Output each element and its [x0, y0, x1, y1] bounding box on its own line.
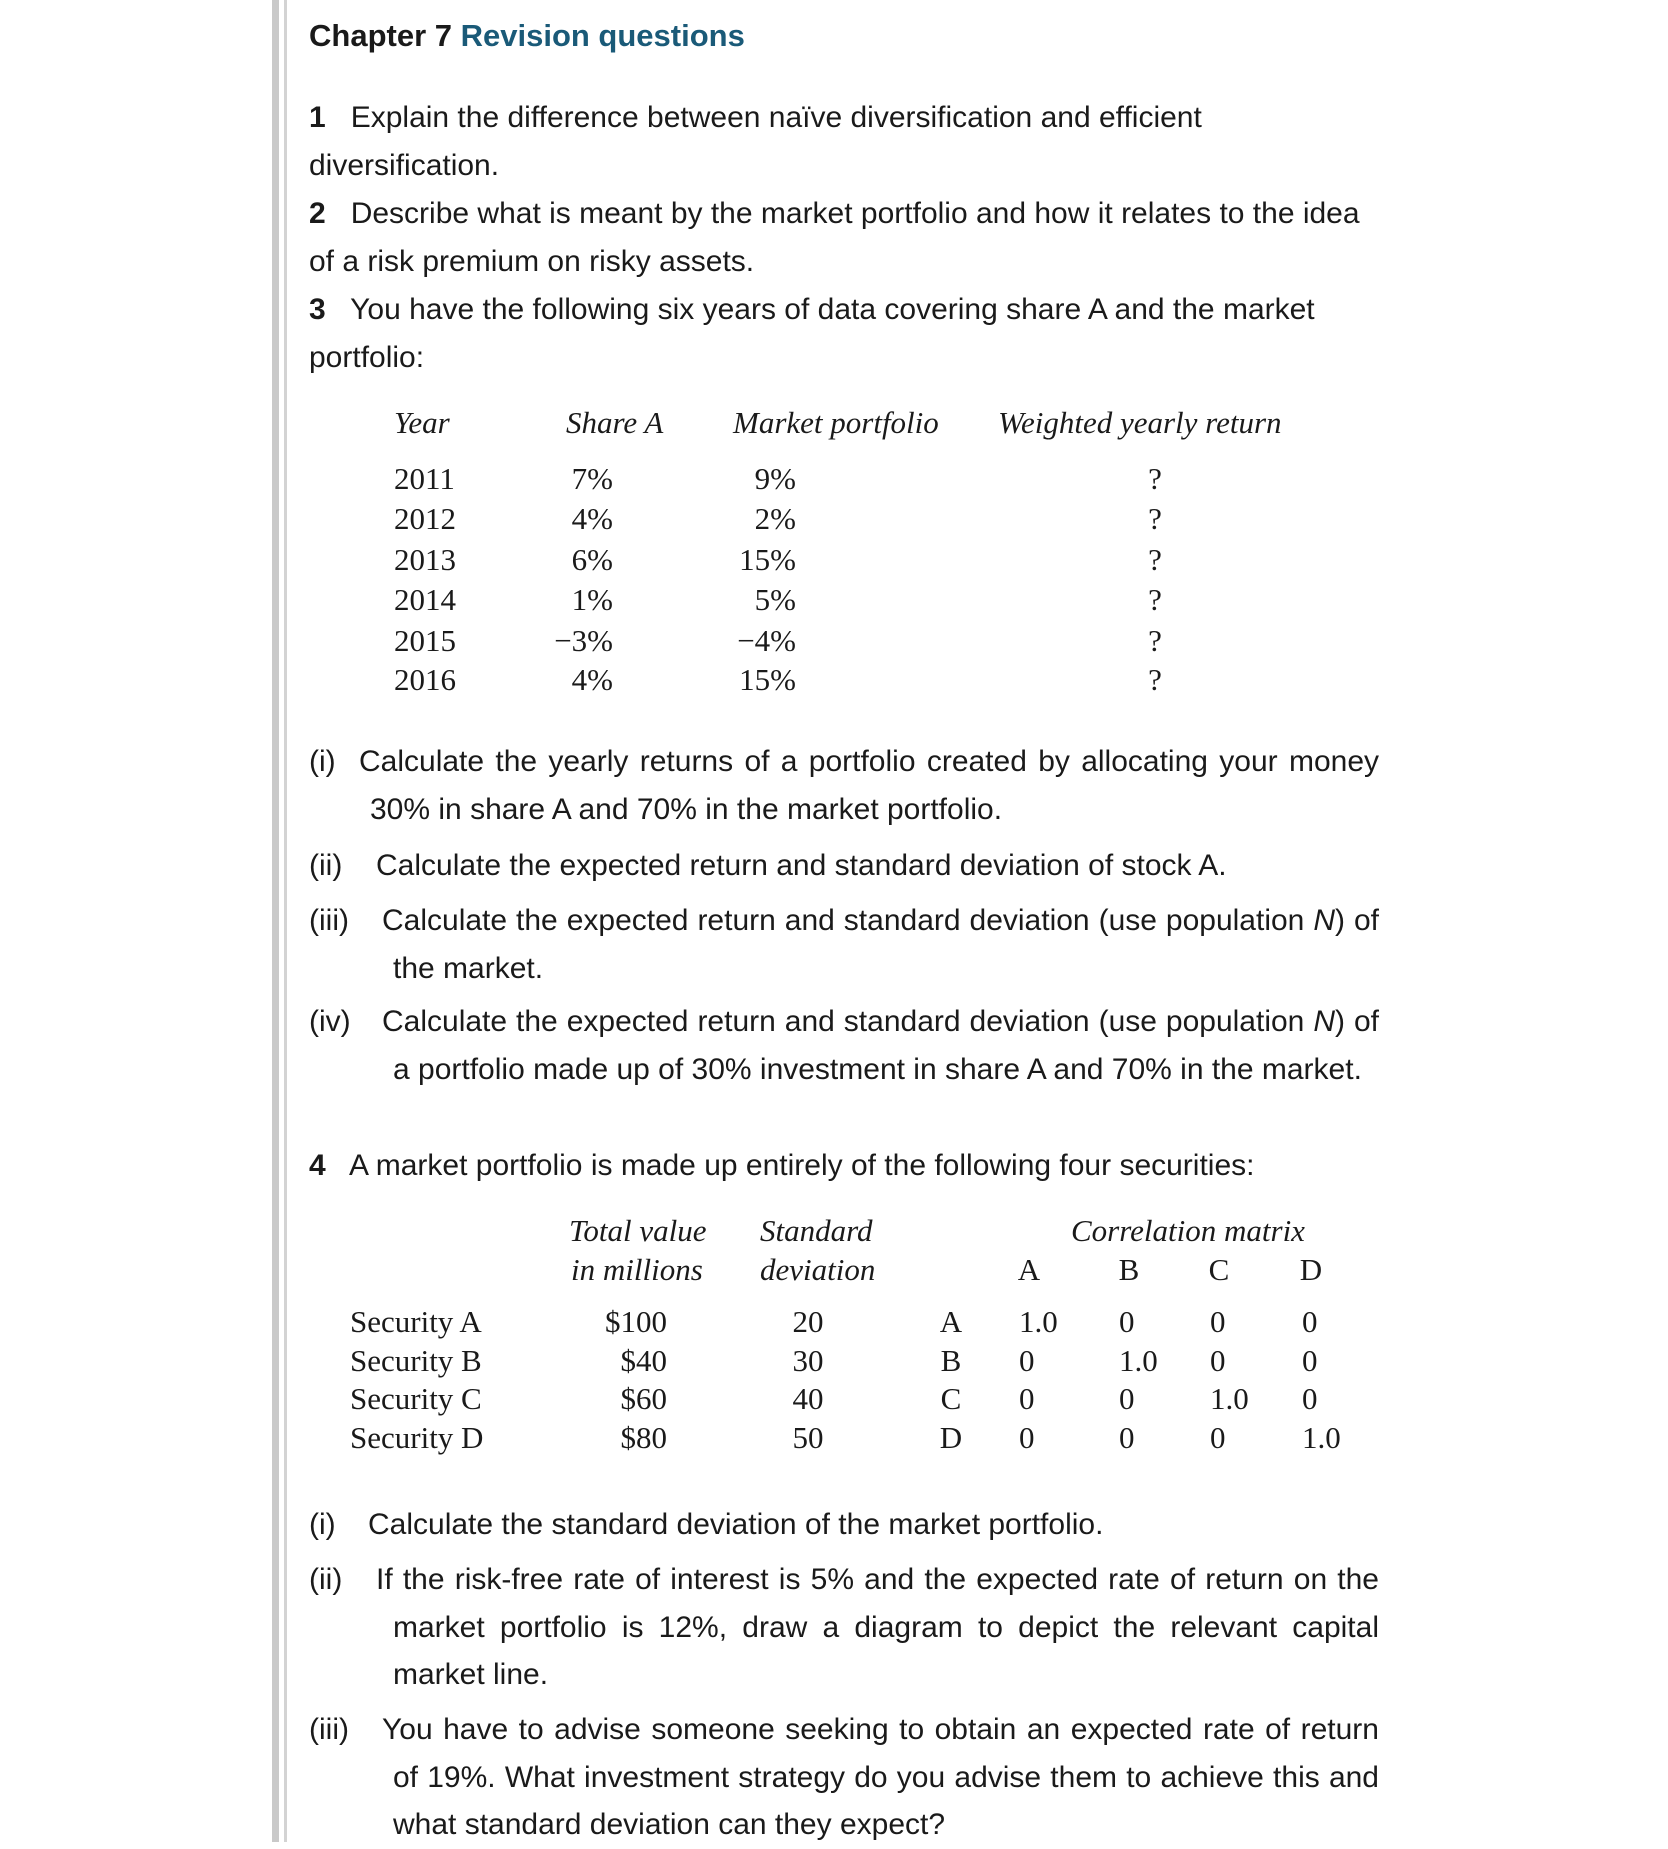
corr-cell: 0 — [1210, 1420, 1226, 1455]
part-text-wrap — [309, 1706, 1379, 1849]
security-name: Security D — [350, 1420, 484, 1455]
part-text-wrap — [309, 738, 1379, 833]
part-number: (i) — [309, 745, 336, 778]
part-text: If the risk-free rate of interest is 5% and the expected rate of return on the market portfolio is 12%, draw a diagram to depict the relevant capital market line. — [376, 1563, 1379, 1691]
security-value: $60 — [620, 1381, 667, 1416]
cell-share-a: 6% — [571, 542, 613, 577]
header-in-millions: in millions — [571, 1252, 703, 1287]
question-number: 1 — [309, 101, 326, 134]
corr-cell: 0 — [1210, 1343, 1226, 1378]
row-label: B — [940, 1343, 962, 1378]
cell-share-a: 1% — [571, 582, 613, 617]
question-number: 2 — [309, 197, 326, 230]
question-2 — [309, 190, 1379, 285]
cell-market: 9% — [754, 461, 796, 496]
corr-cell: 1.0 — [1302, 1420, 1341, 1455]
corr-cell: 0 — [1119, 1420, 1135, 1455]
header-year: Year — [394, 405, 450, 440]
corr-cell: 0 — [1302, 1304, 1318, 1339]
question-3 — [309, 286, 1379, 381]
corr-cell: 0 — [1019, 1420, 1035, 1455]
question-number: 3 — [309, 293, 326, 326]
cell-year: 2016 — [394, 662, 456, 697]
part-text-b: ) of a portfolio made up of 30% investment in share A and 70% in the market. — [393, 1005, 1379, 1086]
cell-weighted: ? — [1148, 662, 1162, 697]
part-text: You have to advise someone seeking to obtain an expected rate of return of 19%. What investment strategy do you advise them to achieve this and what standard deviation can they expect? — [382, 1713, 1379, 1841]
corr-cell: 1.0 — [1210, 1381, 1249, 1416]
page-title — [309, 18, 745, 54]
left-margin-rule-inner — [284, 0, 287, 1842]
part-text-b: ) of the market. — [393, 904, 1379, 985]
row-label: C — [940, 1381, 962, 1416]
security-sd: 20 — [792, 1304, 824, 1339]
cell-market: −4% — [737, 623, 796, 658]
header-share-a: Share A — [566, 405, 664, 440]
security-name: Security C — [350, 1381, 482, 1416]
cell-year: 2011 — [394, 461, 455, 496]
chapter-label: Chapter 7 — [309, 18, 452, 53]
part-text-wrap — [309, 842, 1379, 890]
cell-year: 2015 — [394, 623, 456, 658]
cell-year: 2014 — [394, 582, 456, 617]
question-text: Describe what is meant by the market portfolio and how it relates to the idea of a risk premium on risky assets. — [309, 197, 1360, 278]
security-sd: 30 — [792, 1343, 824, 1378]
corr-cell: 0 — [1302, 1343, 1318, 1378]
part-number: (iv) — [309, 1005, 351, 1038]
q4-part-ii — [309, 1556, 1379, 1699]
q3-part-iii — [309, 897, 1379, 992]
row-label: A — [939, 1304, 963, 1339]
header-weighted-return: Weighted yearly return — [998, 405, 1282, 440]
cell-market: 15% — [739, 542, 796, 577]
cell-share-a: 7% — [571, 461, 613, 496]
header-correlation-matrix: Correlation matrix — [1071, 1213, 1305, 1248]
italic-n: N — [1313, 1005, 1336, 1038]
part-text-wrap — [309, 1501, 1379, 1549]
part-number: (ii) — [309, 1563, 343, 1596]
cell-weighted: ? — [1148, 461, 1162, 496]
cell-market: 2% — [754, 501, 796, 536]
corr-col-c: C — [1208, 1252, 1230, 1287]
q4-part-iii — [309, 1706, 1379, 1849]
question-4 — [309, 1142, 1379, 1190]
italic-n: N — [1313, 904, 1336, 937]
part-text-a: Calculate the expected return and standard deviation (use population — [382, 904, 1314, 937]
cell-market: 15% — [739, 662, 796, 697]
cell-share-a: −3% — [554, 623, 613, 658]
security-value: $40 — [620, 1343, 667, 1378]
part-text-wrap — [309, 998, 1379, 1093]
part-number: (iii) — [309, 904, 349, 937]
question-1 — [309, 94, 1379, 189]
part-number: (ii) — [309, 849, 343, 882]
corr-col-d: D — [1299, 1252, 1323, 1287]
security-sd: 50 — [792, 1420, 824, 1455]
question-text: You have the following six years of data covering share A and the market portfolio: — [309, 293, 1315, 374]
header-deviation: deviation — [760, 1252, 876, 1287]
cell-year: 2012 — [394, 501, 456, 536]
part-text-wrap — [309, 897, 1379, 992]
security-value: $80 — [620, 1420, 667, 1455]
header-total-value: Total value — [569, 1213, 707, 1248]
part-text-a: Calculate the expected return and standard deviation (use population — [382, 1005, 1314, 1038]
q3-part-iv — [309, 998, 1379, 1093]
cell-weighted: ? — [1148, 582, 1162, 617]
cell-market: 5% — [754, 582, 796, 617]
q3-part-ii — [309, 842, 1379, 890]
row-label: D — [939, 1420, 963, 1455]
corr-cell: 1.0 — [1019, 1304, 1058, 1339]
question-text: A market portfolio is made up entirely of the following four securities: — [349, 1149, 1255, 1182]
left-margin-rule — [272, 0, 279, 1842]
cell-year: 2013 — [394, 542, 456, 577]
corr-col-b: B — [1118, 1252, 1140, 1287]
cell-share-a: 4% — [571, 662, 613, 697]
header-market-portfolio: Market portfolio — [733, 405, 939, 440]
corr-cell: 0 — [1019, 1381, 1035, 1416]
question-text: Explain the difference between naïve diversification and efficient diversification. — [309, 101, 1202, 182]
part-text: Calculate the yearly returns of a portfolio created by allocating your money 30% in share A and 70% in the market portfolio. — [359, 745, 1379, 826]
question-number: 4 — [309, 1149, 326, 1182]
cell-weighted: ? — [1148, 542, 1162, 577]
cell-weighted: ? — [1148, 501, 1162, 536]
part-text-wrap — [309, 1556, 1379, 1699]
part-text: Calculate the expected return and standard deviation of stock A. — [376, 849, 1227, 882]
header-standard: Standard — [760, 1213, 873, 1248]
corr-cell: 1.0 — [1119, 1343, 1158, 1378]
corr-cell: 0 — [1119, 1381, 1135, 1416]
security-name: Security A — [350, 1304, 482, 1339]
security-name: Security B — [350, 1343, 482, 1378]
part-text: Calculate the standard deviation of the market portfolio. — [368, 1508, 1104, 1541]
cell-weighted: ? — [1148, 623, 1162, 658]
q4-part-i — [309, 1501, 1379, 1549]
q3-part-i — [309, 738, 1379, 833]
security-sd: 40 — [792, 1381, 824, 1416]
corr-cell: 0 — [1302, 1381, 1318, 1416]
security-value: $100 — [605, 1304, 667, 1339]
part-number: (iii) — [309, 1713, 349, 1746]
cell-share-a: 4% — [571, 501, 613, 536]
corr-col-a: A — [1017, 1252, 1041, 1287]
corr-cell: 0 — [1119, 1304, 1135, 1339]
chapter-heading: Revision questions — [460, 18, 745, 53]
part-number: (i) — [309, 1508, 336, 1541]
corr-cell: 0 — [1210, 1304, 1226, 1339]
corr-cell: 0 — [1019, 1343, 1035, 1378]
